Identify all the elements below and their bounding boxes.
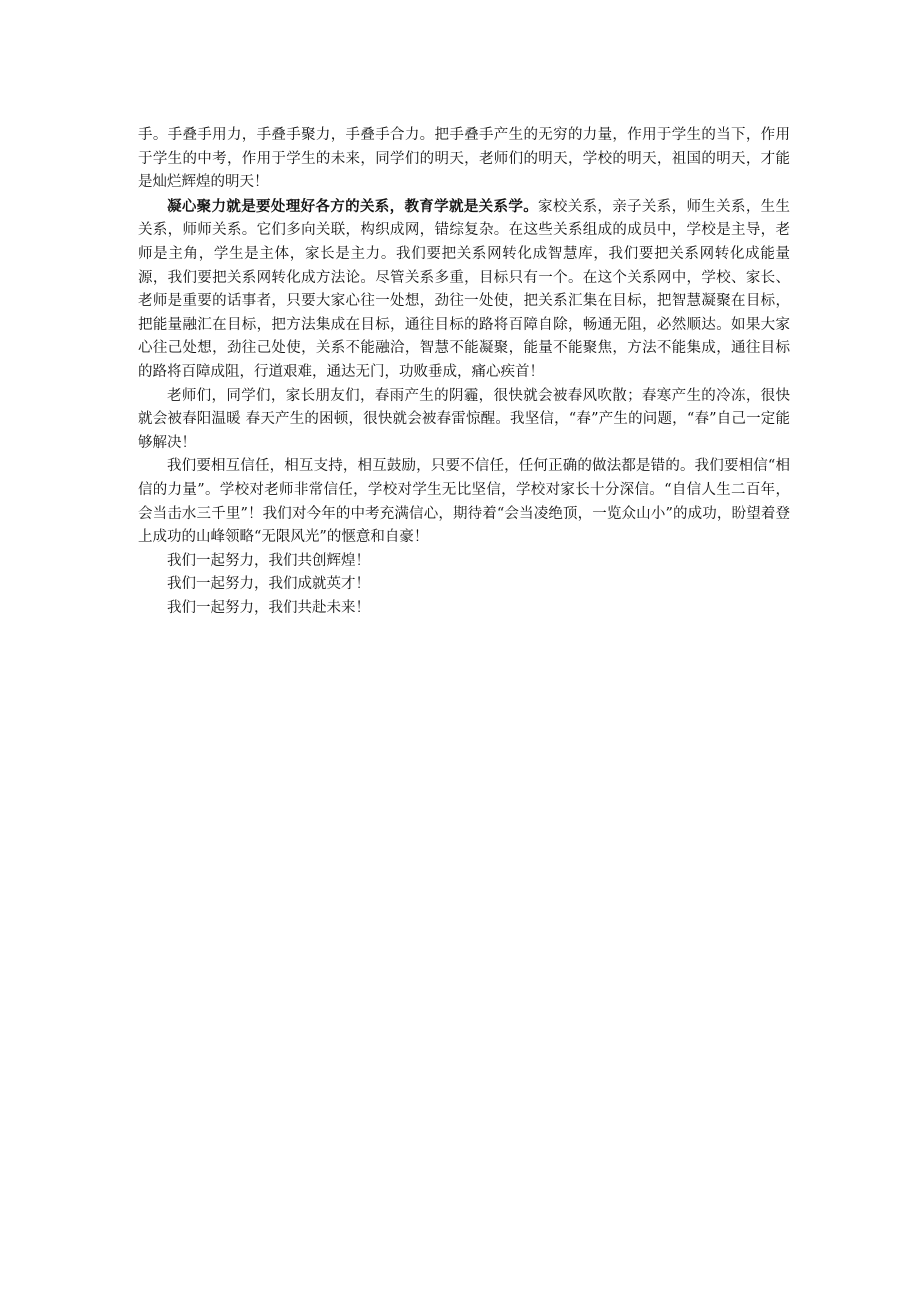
paragraph-text: 我们一起努力，我们共创辉煌！	[167, 552, 370, 569]
closing-line-1	[138, 550, 790, 574]
paragraph-continuation	[138, 124, 790, 195]
paragraph-text: 家校关系，亲子关系，师生关系，生生关系，师师关系。它们多向关联，构织成网，错综复杂。在这些关系组成的成员中，学校是主导，老师是主角，学生是主体，家长是主力。我们要把关系网转化成智慧库，我们要把关系网转化成能量源，我们要把关系网转化成方法论。尽管关系多重，目标只有一个。在这个关系网中，学校、家长、老师是重要的话事者，只要大家心往一处想，劲往一处使，把关系汇集在目标，把智慧凝聚在目标，把能量融汇在目标，把方法集成在目标，通往目标的路将百障自除，畅通无阻，必然顺达。如果大家心往己处想，劲往己处使，关系不能融洽，智慧不能凝聚，能量不能聚焦，方法不能集成，通往目标的路将百障成阻，行道艰难，通达无门，功败垂成，痛心疾首！	[138, 198, 791, 380]
paragraph-text: 我们要相互信任，相互支持，相互鼓励，只要不信任，任何正确的做法都是错的。我们要相信“相信的力量”。学校对老师非常信任，学校对学生无比坚信，学校对家长十分深信。“自信人生二百年，会当击水三千里”！我们对今年的中考充满信心，期待着“会当凌绝顶，一览众山小”的成功，盼望着登上成功的山峰领略“无限风光”的惬意和自豪！	[138, 458, 790, 546]
paragraph-trust	[138, 455, 790, 549]
paragraph-text: 我们一起努力，我们共赴未来！	[167, 599, 370, 616]
closing-line-3	[138, 597, 790, 621]
closing-line-2	[138, 573, 790, 597]
document-page	[138, 124, 790, 620]
paragraph-text: 老师们，同学们，家长朋友们，春雨产生的阴霾，很快就会被春风吹散；春寒产生的冷冻，很快就会被春阳温暖 春天产生的困顿，很快就会被春雷惊醒。我坚信，“春”产生的问题，“春”自己一定能够解决！	[138, 387, 790, 451]
paragraph-lead-bold: 凝心聚力就是要处理好各方的关系，教育学就是关系学。	[167, 197, 539, 215]
paragraph-relationships	[138, 195, 790, 385]
paragraph-spring	[138, 385, 790, 456]
paragraph-text: 我们一起努力，我们成就英才！	[167, 576, 370, 593]
paragraph-text: 手。手叠手用力，手叠手聚力，手叠手合力。把手叠手产生的无穷的力量，作用于学生的当下，作用于学生的中考，作用于学生的未来，同学们的明天，老师们的明天，学校的明天，祖国的明天，才能是灿烂辉煌的明天！	[138, 127, 790, 191]
